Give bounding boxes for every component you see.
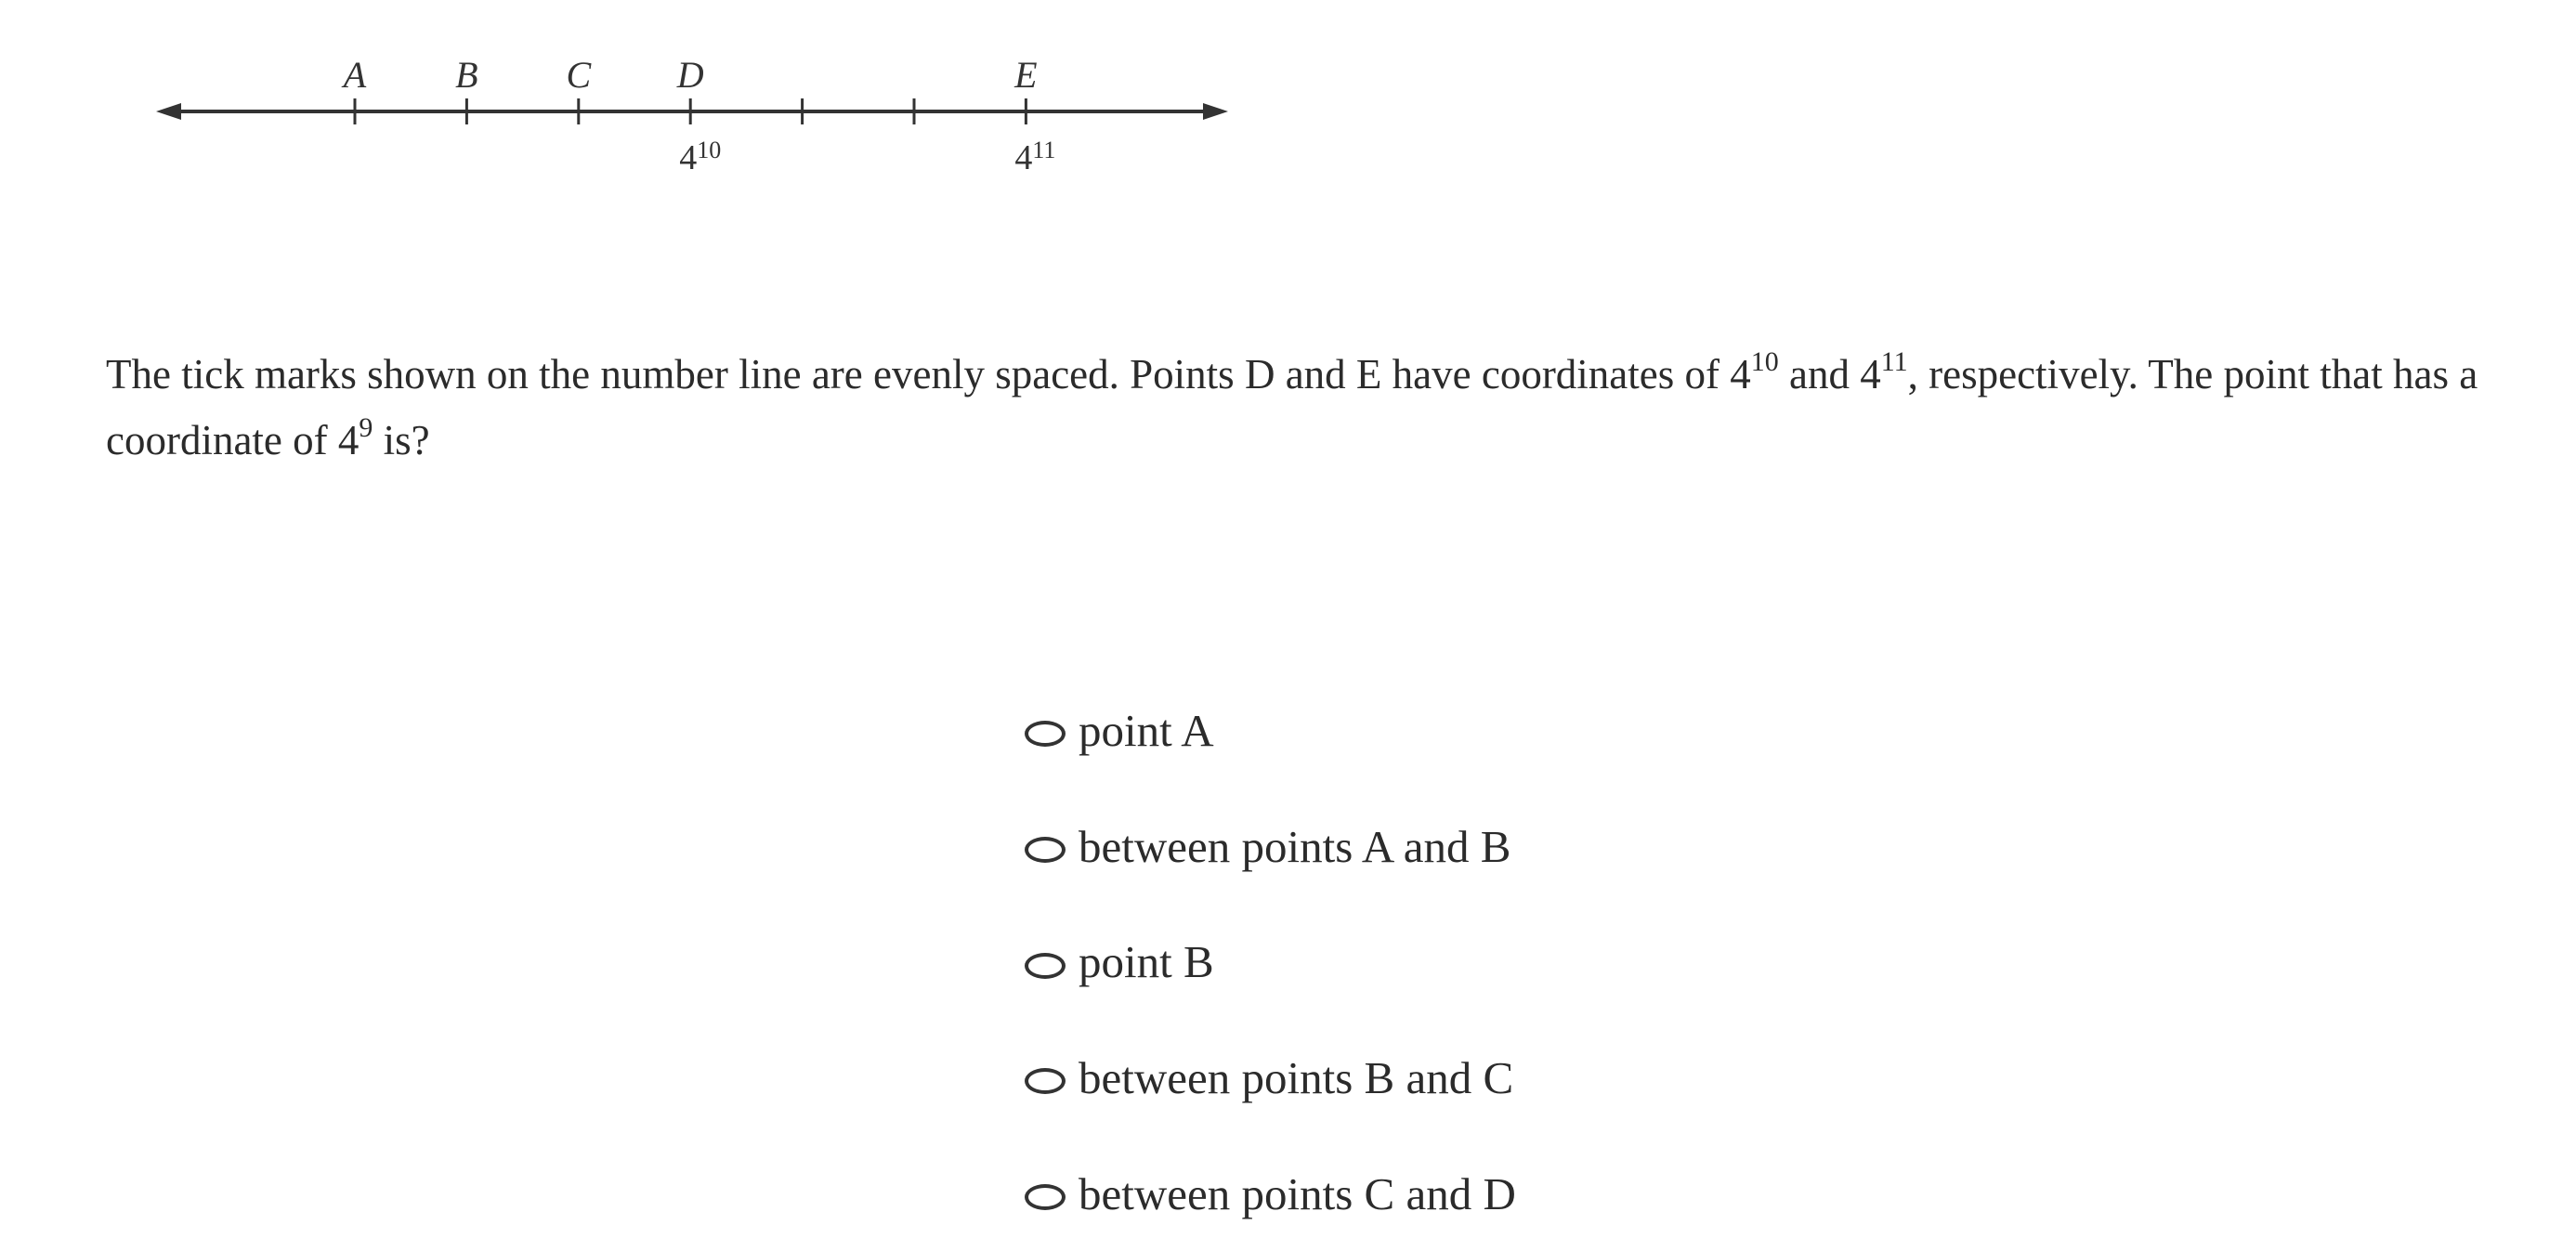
answer-option[interactable] [1025, 904, 1516, 1020]
radio-button[interactable] [1025, 1184, 1066, 1210]
number-line [156, 54, 1228, 177]
question-part: , respectively. The point that has a coordinate of 4 [106, 351, 2478, 463]
radio-button[interactable] [1025, 721, 1066, 747]
number-line-figure [0, 0, 1301, 204]
question-part: and 4 [1778, 351, 1881, 397]
radio-button[interactable] [1025, 1068, 1066, 1094]
exponent: 11 [1880, 346, 1908, 377]
question-part: is? [373, 417, 430, 463]
point-label: D [676, 54, 704, 96]
point-label: B [455, 54, 478, 96]
coordinate-label: $4^{11}$ [1014, 137, 1056, 177]
question-text [106, 342, 2484, 474]
option-label: between points B and C [1079, 1051, 1514, 1103]
point-label: E [1014, 54, 1038, 96]
exponent: 10 [1750, 346, 1779, 377]
point-label: A [343, 54, 367, 96]
option-label: point B [1079, 936, 1214, 988]
answer-option[interactable] [1025, 1020, 1516, 1136]
radio-button[interactable] [1025, 837, 1066, 863]
coordinate-label: $4^{10}$ [679, 137, 722, 177]
radio-button[interactable] [1025, 953, 1066, 979]
question-part: The tick marks shown on the number line are evenly spaced. Points D and E have coordinates of 4 [106, 351, 1751, 397]
option-label: point A [1079, 704, 1214, 756]
right-arrow-icon [1203, 103, 1228, 120]
answer-option[interactable] [1025, 1136, 1516, 1251]
option-label: between points A and B [1079, 820, 1511, 872]
point-label: C [566, 54, 592, 96]
left-arrow-icon [156, 103, 181, 120]
answer-option[interactable] [1025, 672, 1516, 788]
option-label: between points C and D [1079, 1167, 1516, 1219]
answer-options [1025, 672, 1516, 1251]
exponent: 9 [359, 412, 373, 443]
answer-option[interactable] [1025, 788, 1516, 905]
